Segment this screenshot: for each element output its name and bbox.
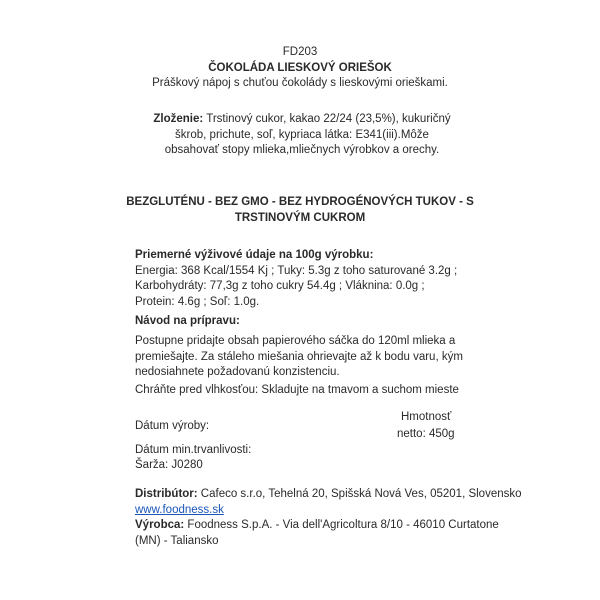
producer-line-2: (MN) - Taliansko [135,534,219,547]
production-date-label: Dátum výroby: [135,420,210,432]
nutrition-line-2: Karbohydráty: 77,3g z toho cukry 54.4g ; Vláknina: 0.0g ; [135,280,425,292]
preparation-heading: Návod na prípravu: [135,315,240,327]
preparation-line-2: premiešajte. Za stáleho miešania ohrievajte až k bodu varu, kým [135,350,463,363]
preparation-line-3: nedosiahnete požadovanú konzistenciu. [135,366,340,378]
distributor-info [135,487,585,549]
product-header [0,45,600,92]
nutrition-line-3: Protein: 4.6g ; Soľ: 1.0g. [135,295,260,308]
preparation-section [135,334,575,381]
nutrition-section [135,248,575,310]
nutrition-line-1: Energia: 368 Kcal/1554 Kj ; Tuky: 5.3g z toho saturované 3.2g ; [135,264,458,277]
nutrition-heading: Priemerné výživové údaje na 100g výrobku: [135,249,374,261]
product-code: FD203 [282,46,318,58]
composition-text: Trstinový cukor, kakao 22/24 (23,5%), kukuričný škrob, prichute, soľ, kypriaca látka: E341(iii).Môže obsahovať stopy mlieka,mliečnych výrobkov a orechy. [164,113,451,156]
composition-label: Zloženie: [153,113,204,125]
distributor-label: Distribútor: [135,488,198,500]
weight-label: Hmotnosť [401,411,452,423]
composition-section [152,112,452,159]
claims-line-1: BEZGLUTÉNU - BEZ GMO - BEZ HYDROGÉNOVÝCH TUKOV - S [126,196,474,208]
storage-note: Chráňte pred vlhkosťou: Skladujte na tmavom a suchom mieste [135,384,459,396]
batch-number: Šarža: J0280 [135,459,203,471]
weight-value: netto: 450g [397,428,455,440]
claims-line-2: TRSTINOVÝM CUKROM [234,211,366,224]
expiry-date-label: Dátum min.trvanlivosti: [135,444,252,456]
product-title: ČOKOLÁDA LIESKOVÝ ORIEŠOK [208,61,392,74]
product-subtitle: Práškový nápoj s chuťou čokolády s lieskovými orieškami. [152,77,448,89]
producer-label: Výrobca: [135,519,185,531]
producer-line-1: Foodness S.p.A. - Via dell'Agricoltura 8/10 - 46010 Curtatone [184,519,499,531]
distributor-text: Cafeco s.r.o, Tehelná 20, Spišská Nová Ves, 05201, Slovensko [197,488,522,500]
claims-section [0,195,600,226]
preparation-line-1: Postupne pridajte obsah papierového sáčka do 120ml mlieka a [135,335,456,347]
website-link[interactable]: www.foodness.sk [135,503,224,516]
